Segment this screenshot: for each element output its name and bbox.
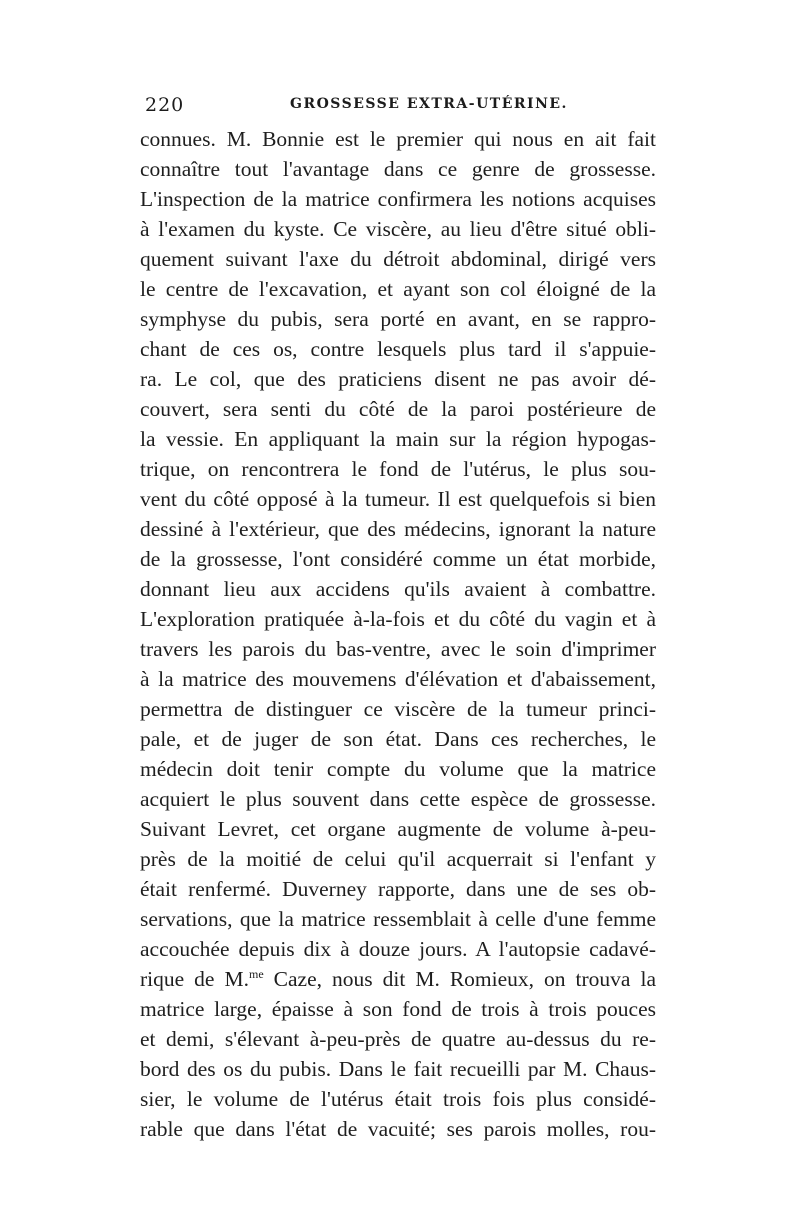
text-line: connues. M. Bonnie est le premier qui nous en ait fait xyxy=(140,127,656,151)
text-line: Suivant Levret, cet organe augmente de volume à-peu- xyxy=(140,817,656,841)
text-line: ra. Le col, que des praticiens disent ne pas avoir dé- xyxy=(140,367,656,391)
text-fragment: Caze, nous dit M. Romieux, on trouva la xyxy=(263,967,657,991)
text-line: sier, le volume de l'utérus était trois fois plus considé- xyxy=(140,1087,656,1111)
text-line: la vessie. En appliquant la main sur la région hypogas- xyxy=(140,427,656,451)
page-header xyxy=(145,82,665,118)
text-line: chant de ces os, contre lesquels plus tard il s'appuie- xyxy=(140,337,656,361)
text-line: L'inspection de la matrice confirmera les notions acquises xyxy=(140,187,656,211)
text-line: L'exploration pratiquée à-la-fois et du côté du vagin et à xyxy=(140,607,656,631)
text-line: bord des os du pubis. Dans le fait recueilli par M. Chaus- xyxy=(140,1057,656,1081)
text-line: pale, et de juger de son état. Dans ces recherches, le xyxy=(140,727,656,751)
body-text xyxy=(140,124,656,1144)
text-line: couvert, sera senti du côté de la paroi postérieure de xyxy=(140,397,656,421)
text-line: donnant lieu aux accidens qu'ils avaient à combattre. xyxy=(140,577,656,601)
text-fragment: rique de M. xyxy=(140,967,249,991)
text-line: dessiné à l'extérieur, que des médecins, ignorant la nature xyxy=(140,517,656,541)
text-line: était renfermé. Duverney rapporte, dans une de ses ob- xyxy=(140,877,656,901)
text-line: travers les parois du bas-ventre, avec le soin d'imprimer xyxy=(140,637,656,661)
text-line: connaître tout l'avantage dans ce genre de grossesse. xyxy=(140,157,656,181)
text-line-with-superscript xyxy=(140,964,656,994)
text-line: de la grossesse, l'ont considéré comme un état morbide, xyxy=(140,547,656,571)
text-line: trique, on rencontrera le fond de l'utérus, le plus sou- xyxy=(140,457,656,481)
text-line: le centre de l'excavation, et ayant son col éloigné de la xyxy=(140,277,656,301)
text-line: rable que dans l'état de vacuité; ses parois molles, rou- xyxy=(140,1117,656,1141)
text-line: médecin doit tenir compte du volume que la matrice xyxy=(140,757,656,781)
page-number: 220 xyxy=(145,94,185,116)
text-line: matrice large, épaisse à son fond de trois à trois pouces xyxy=(140,997,656,1021)
text-line: quement suivant l'axe du détroit abdominal, dirigé vers xyxy=(140,247,656,271)
text-line: permettra de distinguer ce viscère de la tumeur princi- xyxy=(140,697,656,721)
text-line: accouchée depuis dix à douze jours. A l'autopsie cadavé- xyxy=(140,937,656,961)
text-line: à la matrice des mouvemens d'élévation et d'abaissement, xyxy=(140,667,656,691)
text-line: près de la moitié de celui qu'il acquerrait si l'enfant y xyxy=(140,847,656,871)
text-line: servations, que la matrice ressemblait à celle d'une femme xyxy=(140,907,656,931)
text-line: symphyse du pubis, sera porté en avant, en se rappro- xyxy=(140,307,656,331)
text-line: vent du côté opposé à la tumeur. Il est quelquefois si bien xyxy=(140,487,656,511)
superscript: me xyxy=(248,967,264,981)
text-line: à l'examen du kyste. Ce viscère, au lieu d'être situé obli- xyxy=(140,217,656,241)
text-line: et demi, s'élevant à-peu-près de quatre au-dessus du re- xyxy=(140,1027,656,1051)
text-line: acquiert le plus souvent dans cette espèce de grossesse. xyxy=(140,787,656,811)
running-title: GROSSESSE EXTRA-UTÉRINE. xyxy=(290,96,568,112)
